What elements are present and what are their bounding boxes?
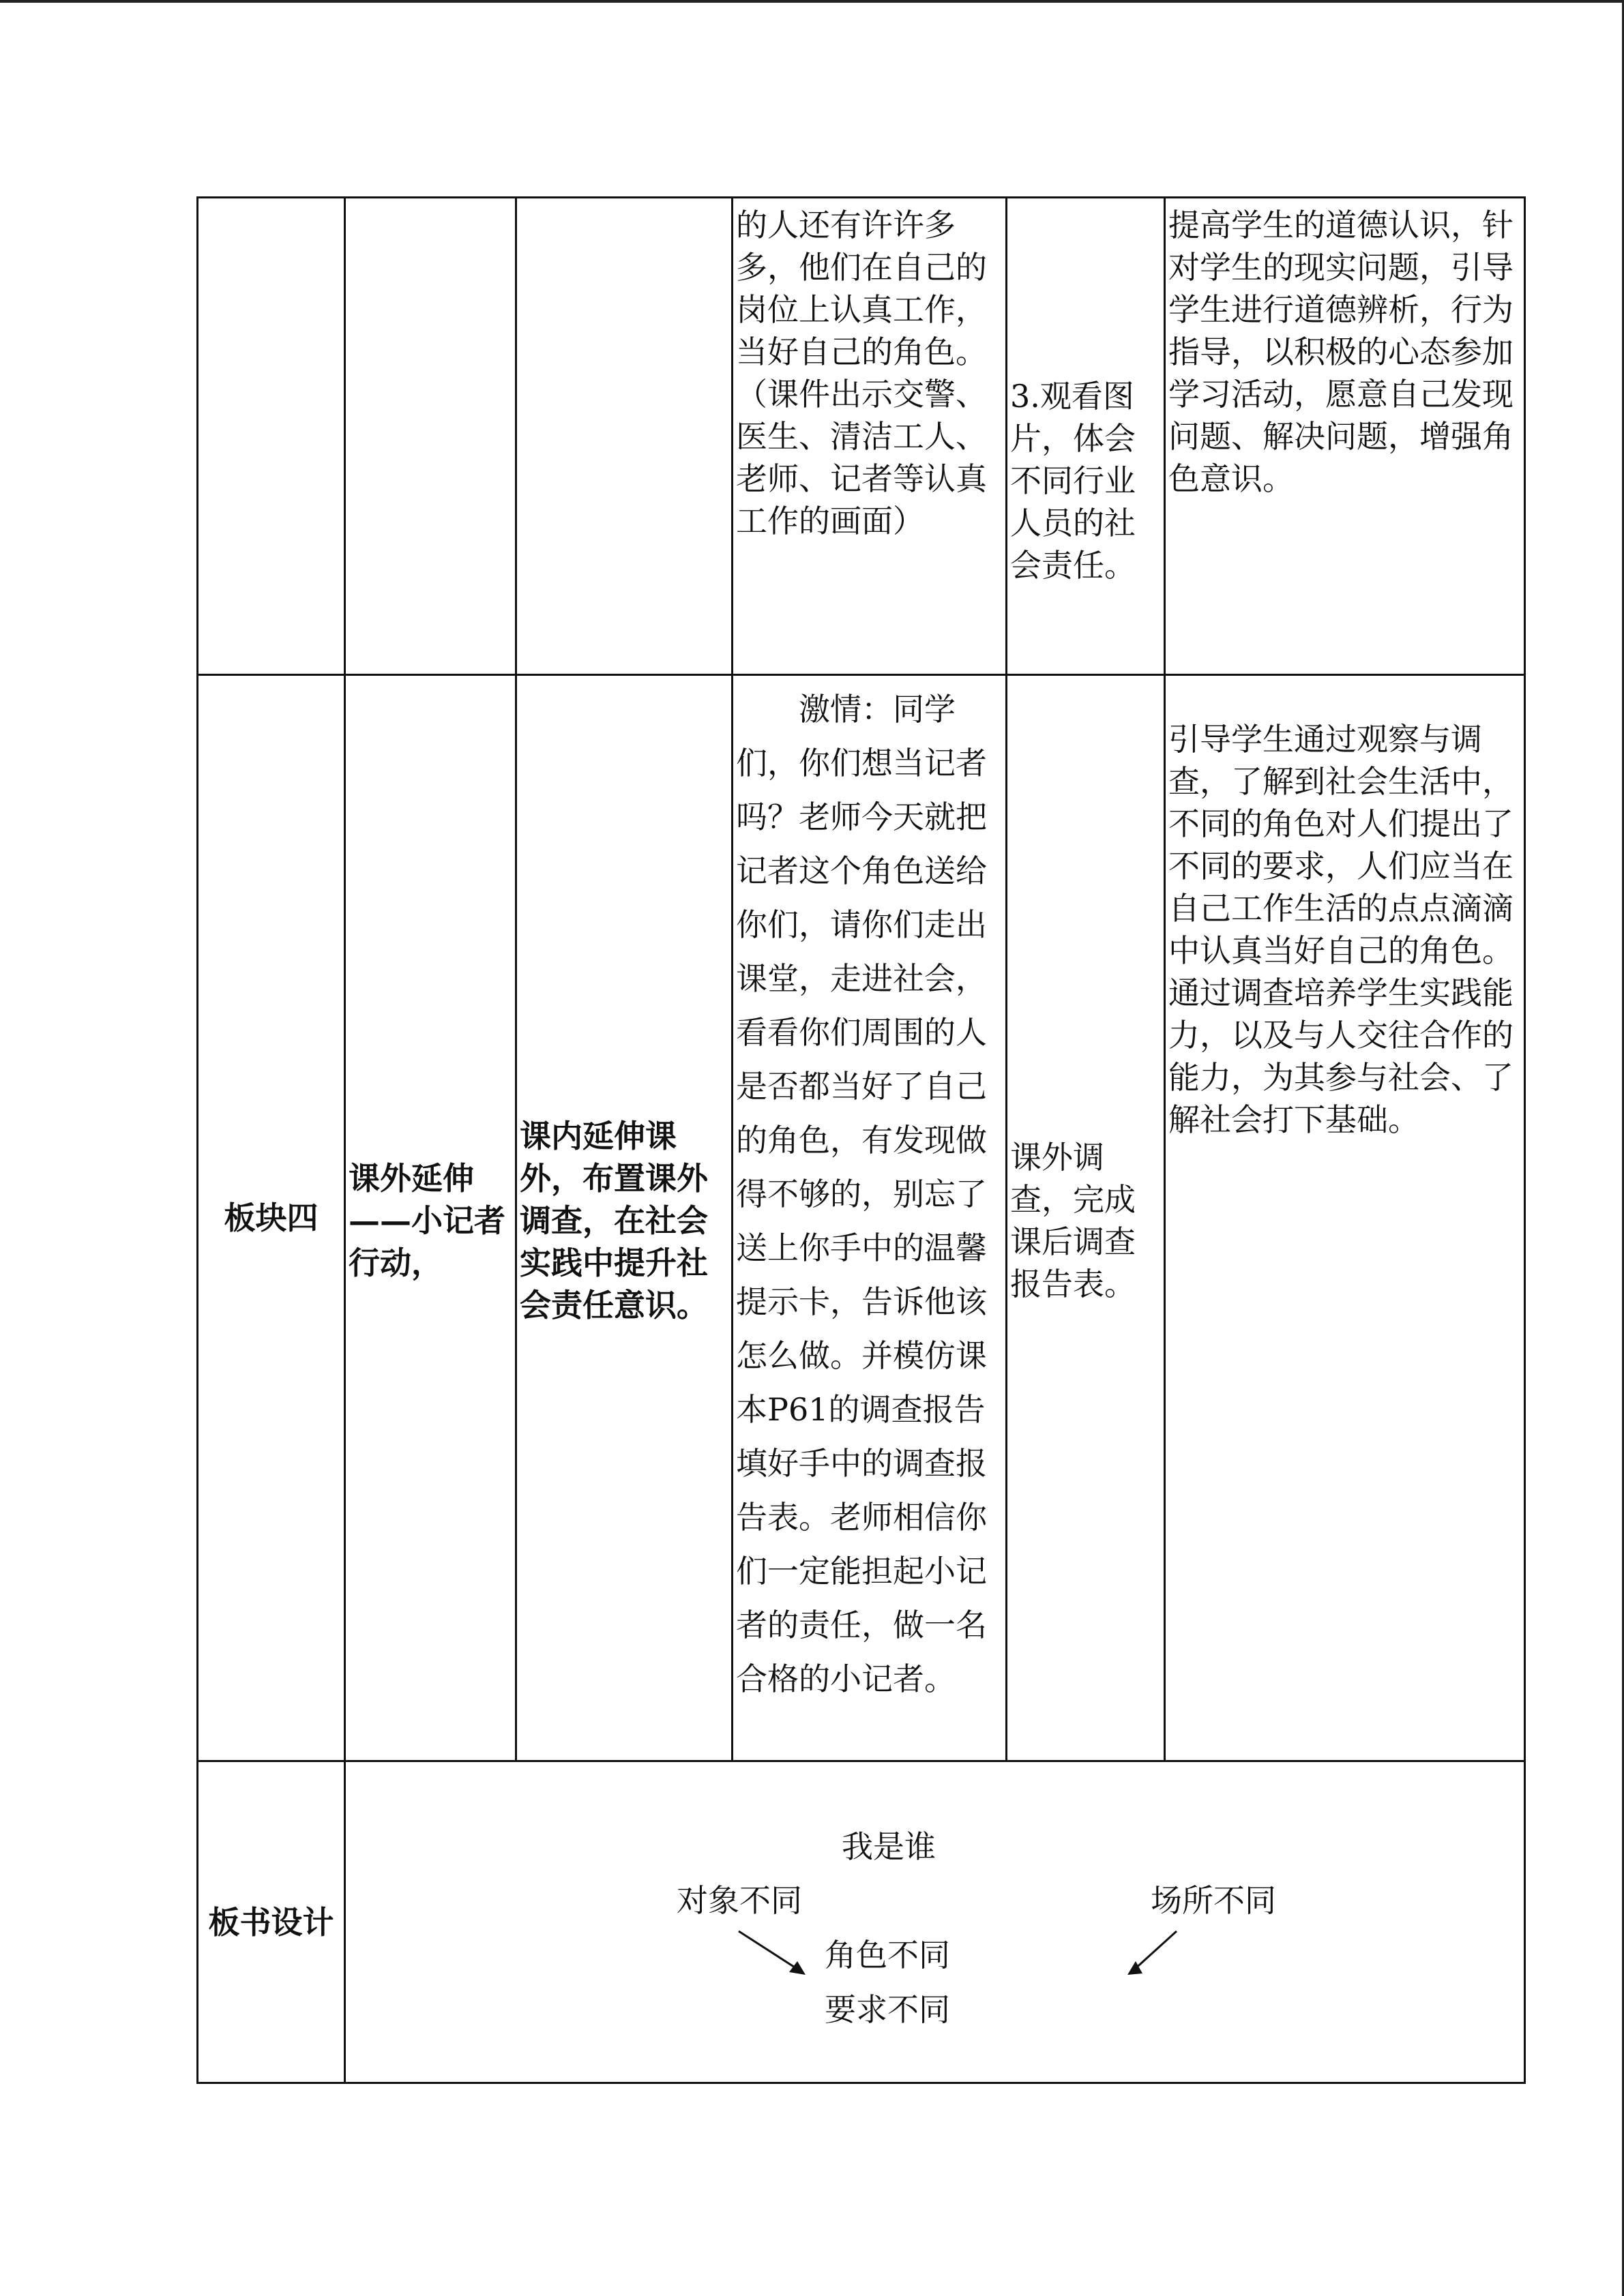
cell-design-intent [1165, 198, 1525, 675]
board-left-term: 对象不同 [677, 1882, 802, 1919]
table-row-board-design [198, 1761, 1525, 2083]
cell-activity-empty [345, 198, 516, 675]
page-top-border [0, 0, 1624, 3]
board-diagram [346, 1762, 1524, 2080]
board-middle-term: 角色不同 [825, 1937, 950, 1973]
table-row-continued [198, 198, 1525, 675]
goal-text: 课内延伸课外，布置课外调查，在社会实践中提升社会责任意识。 [520, 1118, 708, 1324]
arrow-down-right-icon [735, 1926, 816, 1980]
teacher-content-text: 激情：同学们，你们想当记者吗？老师今天就把记者这个角色送给你们，请你们走出课堂，走进社会，看看你们周围的人是否都当好了自己的角色，有发现做得不够的，别忘了送上你手中的温馨提示卡，告诉他该怎么做。并模仿课本P61的调查报告填好手中的调查报告表。老师相信你们一定能担起小记者的责任，做一名合格的小记者。 [736, 691, 987, 1697]
cell-board-content [345, 1761, 1525, 2083]
block-label-text: 板块四 [224, 1199, 319, 1236]
teacher-content-text: 的人还有许许多多，他们在自己的岗位上认真工作，当好自己的角色。（课件出示交警、医生、清洁工人、老师、记者等认真工作的画面） [736, 207, 987, 539]
board-title: 我是谁 [842, 1828, 936, 1865]
board-label-text: 板书设计 [208, 1903, 334, 1941]
lesson-plan-table [196, 196, 1526, 2084]
board-right-term: 场所不同 [1151, 1882, 1276, 1919]
activity-text: 课外延伸——小记者行动， [349, 1160, 505, 1281]
cell-student-activity [1007, 675, 1165, 1761]
student-activity-text: 3.观看图片，体会不同行业人员的社会责任。 [1010, 377, 1136, 584]
design-intent-text: 提高学生的道德认识，针对学生的现实问题，引导学生进行道德辨析，行为指导，以积极的心态参加学习活动，愿意自己发现问题、解决问题，增强角色意识。 [1168, 207, 1514, 497]
cell-goal [516, 675, 733, 1761]
cell-design-intent [1165, 675, 1525, 1761]
board-bottom-term: 要求不同 [825, 1991, 950, 2028]
cell-student-activity [1007, 198, 1165, 675]
student-activity-text: 课外调查，完成课后调查报告表。 [1010, 1139, 1136, 1302]
design-intent-text: 引导学生通过观察与调查，了解到社会生活中，不同的角色对人们提出了不同的要求，人们应当在自己工作生活的点点滴滴中认真当好自己的角色。通过调查培养学生实践能力，以及与人交往合作的能力，为其参与社会、了解社会打下基础。 [1168, 721, 1514, 1138]
table-row-block4 [198, 675, 1525, 1761]
cell-goal-empty [516, 198, 733, 675]
cell-teacher-content [733, 675, 1007, 1761]
cell-block-label-empty [198, 198, 345, 675]
cell-teacher-content [733, 198, 1007, 675]
cell-board-label [198, 1761, 345, 2083]
cell-activity [345, 675, 516, 1761]
cell-block-label [198, 675, 345, 1761]
arrow-down-left-icon [1123, 1926, 1205, 1980]
